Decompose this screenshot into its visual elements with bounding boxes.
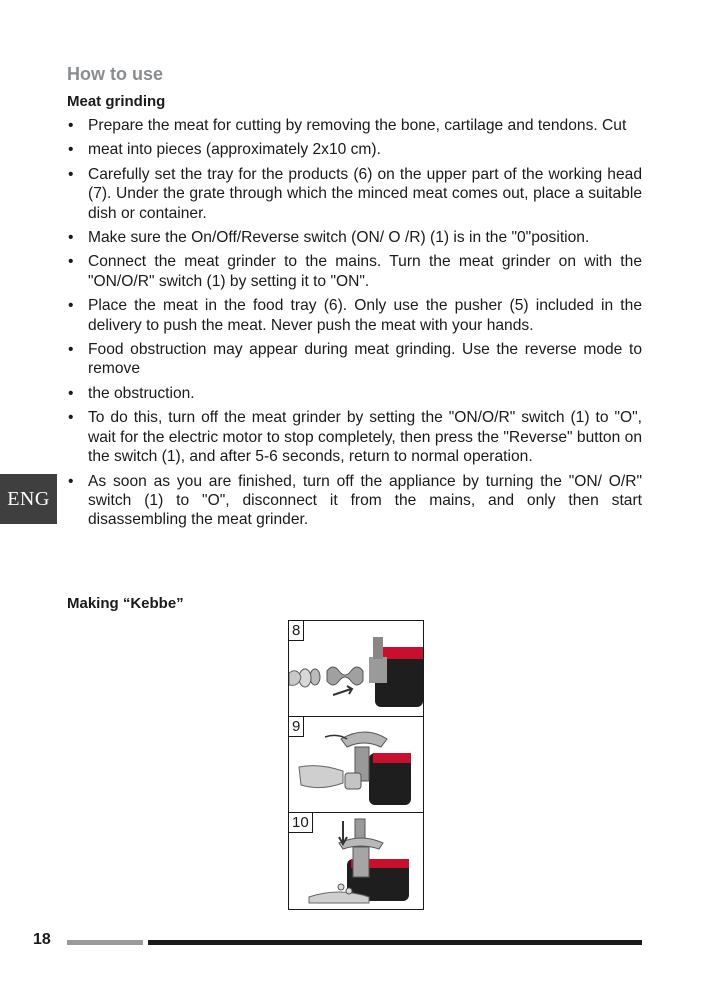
meat-grinding-list [67, 116, 642, 535]
step-number: 10 [289, 813, 313, 833]
grinder-disassembly-illustration [289, 621, 423, 716]
step-number: 8 [289, 621, 304, 641]
list-item: • Food obstruction may appear during meat grinding. Use the reverse mode to remove [67, 340, 642, 379]
list-item: • Make sure the On/Off/Reverse switch (ON/ O /R) (1) is in the "0"position. [67, 228, 642, 247]
list-item: • As soon as you are finished, turn off the appliance by turning the "ON/ O/R" switch (1) to "O", disconnect it from the mains, and only then start disassembling the meat grinder. [67, 472, 642, 530]
list-item: • meat into pieces (approximately 2x10 cm). [67, 140, 642, 159]
language-tab: ENG [0, 474, 57, 524]
list-item: • Carefully set the tray for the products (6) on the upper part of the working head (7). Under the grate through which the minced meat comes out, place a suitable dish or container. [67, 165, 642, 223]
meat-grinding-title: Meat grinding [67, 93, 166, 110]
step-number: 9 [289, 717, 304, 737]
footer-bar-gray [67, 940, 143, 945]
list-item: • the obstruction. [67, 384, 642, 403]
list-item: • Connect the meat grinder to the mains. Turn the meat grinder on with the "ON/O/R" switch (1) by setting it to "ON". [67, 252, 642, 291]
step-panel-9 [289, 716, 423, 812]
list-item: • Place the meat in the food tray (6). Only use the pusher (5) included in the delivery to push the meat. Never push the meat with your hands. [67, 296, 642, 335]
section-title: How to use [67, 64, 164, 84]
kebbe-illustration [288, 620, 424, 910]
footer-bar-black [148, 940, 642, 945]
step-panel-8 [289, 621, 423, 716]
step-panel-10 [289, 812, 423, 908]
page-number: 18 [33, 931, 51, 948]
list-item: • Prepare the meat for cutting by removing the bone, cartilage and tendons. Cut [67, 116, 642, 135]
grinder-attachment-illustration [289, 717, 423, 812]
list-item: • To do this, turn off the meat grinder by setting the "ON/O/R" switch (1) to "O", wait for the electric motor to stop completely, then press the "Reverse" button on the switch (1), and after 5-6 seconds, return to normal operation. [67, 408, 642, 466]
kebbe-title: Making “Kebbe” [67, 595, 184, 612]
